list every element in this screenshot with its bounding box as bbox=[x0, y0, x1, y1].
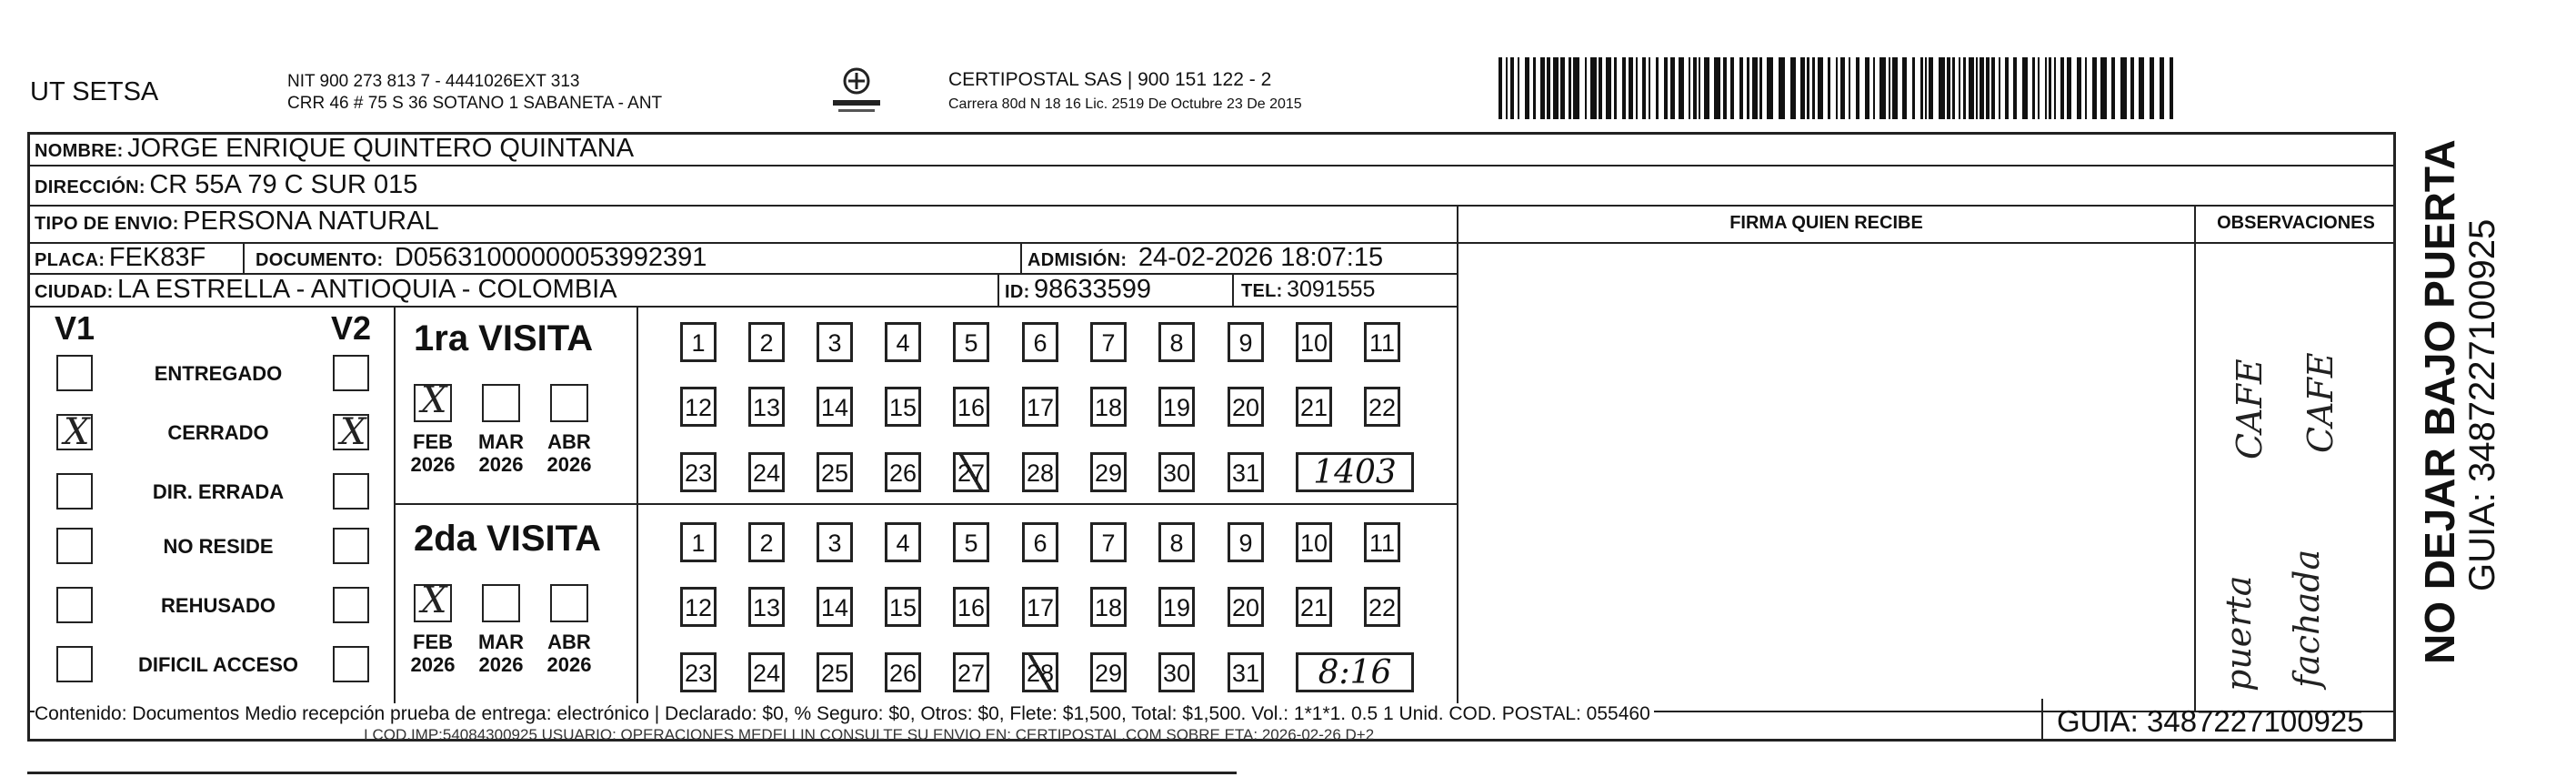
month-label: ABR 2026 bbox=[546, 631, 592, 676]
observation-note-2: CAFE bbox=[2300, 352, 2340, 453]
barcode-bar bbox=[1498, 57, 1502, 119]
month-checkbox[interactable] bbox=[550, 584, 588, 622]
month-checkbox[interactable] bbox=[482, 384, 520, 422]
barcode-bar bbox=[1510, 57, 1514, 119]
day-cell[interactable]: 8 bbox=[1158, 322, 1195, 362]
day-cell[interactable]: 29 bbox=[1090, 452, 1127, 492]
barcode-bar bbox=[1622, 57, 1626, 119]
barcode-bar bbox=[2130, 57, 2134, 119]
barcode-bar bbox=[1693, 57, 1697, 119]
barcode-bar bbox=[1656, 57, 1659, 119]
address-label: DIRECCIÓN: bbox=[35, 177, 145, 197]
day-cell[interactable]: 16 bbox=[953, 387, 989, 427]
barcode-bar bbox=[1629, 57, 1633, 119]
barcode-bar bbox=[1865, 57, 1869, 119]
day-cell[interactable]: 24 bbox=[748, 652, 785, 692]
barcode-bar bbox=[2150, 57, 2154, 119]
signature-header: FIRMA QUIEN RECIBE bbox=[1729, 213, 1923, 233]
day-cell[interactable]: 13 bbox=[748, 587, 785, 627]
v2-checkbox[interactable] bbox=[333, 646, 369, 682]
day-cell[interactable]: 5 bbox=[953, 522, 989, 562]
barcode-bar bbox=[2060, 57, 2064, 119]
barcode-bar bbox=[2111, 57, 2115, 119]
day-cell[interactable]: 31 bbox=[1228, 652, 1264, 692]
document-cell bbox=[256, 244, 707, 276]
side-guide: GUIA: 3487227100925 bbox=[2462, 218, 2502, 591]
document-label: DOCUMENTO: bbox=[256, 250, 384, 270]
day-cell[interactable]: 19 bbox=[1158, 587, 1195, 627]
barcode-bar bbox=[1540, 57, 1545, 119]
status-label: NO RESIDE bbox=[163, 535, 274, 558]
barcode-bar bbox=[1991, 57, 1995, 119]
day-cell[interactable]: 18 bbox=[1090, 387, 1127, 427]
tel-cell bbox=[1241, 276, 1375, 307]
v2-check-mark: X bbox=[340, 411, 366, 453]
day-cell[interactable]: 10 bbox=[1296, 522, 1332, 562]
month-label: ABR 2026 bbox=[546, 430, 592, 476]
admission-cell bbox=[1027, 244, 1383, 276]
month-check-mark: X bbox=[421, 580, 447, 621]
name-label: NOMBRE: bbox=[35, 141, 124, 161]
footer-guide: GUIA: 3487227100925 bbox=[2057, 704, 2364, 738]
day-cell[interactable]: 17 bbox=[1022, 387, 1058, 427]
day-cell[interactable]: 17 bbox=[1022, 587, 1058, 627]
admission-label: ADMISIÓN: bbox=[1027, 250, 1128, 270]
v1-checkbox[interactable] bbox=[56, 646, 93, 682]
barcode-bar bbox=[1730, 57, 1734, 119]
recipient-address: CR 55A 79 C SUR 015 bbox=[149, 170, 418, 199]
barcode-bar bbox=[1999, 57, 2000, 119]
barcode-bar bbox=[1952, 57, 1955, 119]
day-cell[interactable]: 25 bbox=[817, 652, 853, 692]
day-cell[interactable]: 23 bbox=[680, 652, 717, 692]
visit-title: 2da VISITA bbox=[414, 519, 601, 559]
barcode-bar bbox=[2038, 57, 2040, 119]
barcode-bar bbox=[1636, 57, 1638, 119]
day-cell[interactable]: 30 bbox=[1158, 652, 1195, 692]
visit-time[interactable]: 1403 bbox=[1296, 452, 1414, 492]
day-cell[interactable]: 31 bbox=[1228, 452, 1264, 492]
day-cell[interactable]: 26 bbox=[885, 652, 921, 692]
v1-header: V1 bbox=[55, 309, 95, 347]
day-cell[interactable]: 2 bbox=[748, 522, 785, 562]
visit-time[interactable]: 8:16 bbox=[1296, 652, 1414, 692]
v1-checkbox[interactable] bbox=[56, 411, 93, 453]
day-cell[interactable]: 23 bbox=[680, 452, 717, 492]
day-cell[interactable]: 15 bbox=[885, 387, 921, 427]
day-cell[interactable]: 5 bbox=[953, 322, 989, 362]
day-cell[interactable]: 11 bbox=[1364, 522, 1400, 562]
barcode-bar bbox=[2013, 57, 2017, 119]
day-cell[interactable]: 18 bbox=[1090, 587, 1127, 627]
day-cell[interactable]: 19 bbox=[1158, 387, 1195, 427]
recipient-id: 98633599 bbox=[1034, 275, 1152, 304]
barcode-bar bbox=[2005, 57, 2009, 119]
barcode-bar bbox=[1767, 57, 1773, 119]
month-checkbox[interactable] bbox=[550, 384, 588, 422]
barcode-bar bbox=[2170, 57, 2173, 119]
company-name: CERTIPOSTAL SAS | 900 151 122 - 2 bbox=[948, 69, 1272, 90]
barcode-bar bbox=[2085, 57, 2087, 119]
barcode-bar bbox=[1892, 57, 1898, 119]
month-label: MAR 2026 bbox=[477, 631, 525, 676]
barcode-bar bbox=[1533, 57, 1536, 119]
barcode-bar bbox=[1929, 57, 1933, 119]
barcode-bar bbox=[1840, 57, 1845, 119]
barcode-bar bbox=[1606, 57, 1611, 119]
barcode-bar bbox=[2077, 57, 2081, 119]
barcode-bar bbox=[1689, 57, 1690, 119]
vehicle-plate: FEK83F bbox=[108, 243, 206, 272]
document-number: D05631000000053992391 bbox=[394, 243, 707, 272]
footer-content: Contenido: Documentos Medio recepción prueba de entrega: electrónico | Declarado: $0, % Seguro: $0, Otros: $0, Flete: $1,500, Total: $1,500. Vol.: 1*1*1. 0.5 1 Unid. COD. POSTAL: 055460 bbox=[35, 703, 1654, 725]
barcode-bar bbox=[1790, 57, 1796, 119]
day-cell[interactable]: 12 bbox=[680, 587, 717, 627]
day-cell[interactable]: 1 bbox=[680, 522, 717, 562]
barcode-bar bbox=[1590, 57, 1597, 119]
barcode-bar bbox=[1818, 57, 1823, 119]
day-cell[interactable]: 30 bbox=[1158, 452, 1195, 492]
barcode-bar bbox=[1976, 57, 1978, 119]
day-cell[interactable]: 24 bbox=[748, 452, 785, 492]
status-label: DIFICIL ACCESO bbox=[137, 653, 298, 676]
day-cell[interactable]: 27 bbox=[953, 652, 989, 692]
barcode-bar bbox=[1759, 57, 1762, 119]
barcode-bar bbox=[1920, 57, 1923, 119]
barcode-bar bbox=[1714, 57, 1720, 119]
barcode-bar bbox=[1699, 57, 1700, 119]
certipostal-logo-icon bbox=[829, 66, 884, 116]
barcode-bar bbox=[1902, 57, 1907, 119]
barcode-bar bbox=[1807, 57, 1809, 119]
barcode-bar bbox=[1553, 57, 1559, 119]
barcode-bar bbox=[1525, 57, 1529, 119]
day-cell[interactable]: 4 bbox=[885, 522, 921, 562]
month-check-mark: X bbox=[421, 379, 447, 421]
barcode-bar bbox=[1560, 57, 1565, 119]
barcode-bar bbox=[1939, 57, 1945, 119]
day-cell[interactable]: 9 bbox=[1228, 322, 1264, 362]
day-cell[interactable]: 29 bbox=[1090, 652, 1127, 692]
v1-checkbox[interactable] bbox=[56, 528, 93, 564]
sender-address: CRR 46 # 75 S 36 SOTANO 1 SABANETA - ANT bbox=[287, 94, 663, 113]
day-cell[interactable]: 10 bbox=[1296, 322, 1332, 362]
barcode-bar bbox=[1800, 57, 1805, 119]
barcode-bar bbox=[2032, 57, 2035, 119]
city-cell bbox=[35, 276, 617, 308]
day-cell[interactable]: 22 bbox=[1364, 387, 1400, 427]
barcode-bar bbox=[1670, 57, 1675, 119]
day-cell[interactable]: 1 bbox=[680, 322, 717, 362]
barcode-bar bbox=[1947, 57, 1950, 119]
barcode-bar bbox=[1849, 57, 1850, 119]
barcode-bar bbox=[2022, 57, 2028, 119]
name-row bbox=[35, 135, 634, 166]
barcode-bar bbox=[1649, 57, 1650, 119]
day-cell[interactable]: 26 bbox=[885, 452, 921, 492]
plate-cell bbox=[35, 244, 205, 276]
barcode-bar bbox=[1912, 57, 1915, 119]
observation-note-3: puerta bbox=[2219, 575, 2259, 691]
day-cell[interactable]: 12 bbox=[680, 387, 717, 427]
day-cell[interactable]: 28 bbox=[1022, 452, 1058, 492]
status-label: DIR. ERRADA bbox=[152, 480, 285, 503]
v2-checkbox[interactable] bbox=[333, 528, 369, 564]
recipient-name: JORGE ENRIQUE QUINTERO QUINTANA bbox=[127, 134, 635, 163]
day-cell[interactable]: 11 bbox=[1364, 322, 1400, 362]
day-cell[interactable]: 4 bbox=[885, 322, 921, 362]
barcode-bar bbox=[1547, 57, 1550, 119]
barcode-bar bbox=[1664, 57, 1668, 119]
barcode bbox=[1498, 57, 2179, 119]
v2-checkbox[interactable] bbox=[333, 587, 369, 623]
barcode-bar bbox=[1812, 57, 1815, 119]
barcode-bar bbox=[2067, 57, 2071, 119]
barcode-bar bbox=[1642, 57, 1646, 119]
day-cell[interactable]: 27 bbox=[953, 452, 989, 492]
month-label: FEB 2026 bbox=[410, 430, 456, 476]
id-label: ID: bbox=[1005, 282, 1030, 302]
sender-name: UT SETSA bbox=[30, 77, 159, 106]
day-cell[interactable]: 7 bbox=[1090, 522, 1127, 562]
barcode-bar bbox=[1518, 57, 1519, 119]
barcode-bar bbox=[1925, 57, 1927, 119]
barcode-bar bbox=[1747, 57, 1749, 119]
barcode-bar bbox=[1980, 57, 1984, 119]
barcode-bar bbox=[1739, 57, 1743, 119]
barcode-bar bbox=[2045, 57, 2047, 119]
barcode-bar bbox=[1569, 57, 1571, 119]
barcode-bar bbox=[1704, 57, 1709, 119]
barcode-bar bbox=[1614, 57, 1617, 119]
day-cell[interactable]: 20 bbox=[1228, 587, 1264, 627]
barcode-bar bbox=[1889, 57, 1890, 119]
day-cell[interactable]: 20 bbox=[1228, 387, 1264, 427]
observations-header: OBSERVACIONES bbox=[2217, 213, 2375, 233]
v2-checkbox[interactable] bbox=[333, 411, 369, 453]
admission-datetime: 24-02-2026 18:07:15 bbox=[1138, 243, 1384, 272]
month-checkbox[interactable] bbox=[414, 580, 452, 622]
address-row bbox=[35, 171, 417, 203]
status-label: CERRADO bbox=[167, 421, 269, 444]
day-cell[interactable]: 3 bbox=[817, 322, 853, 362]
observation-note-4: fachada bbox=[2287, 549, 2327, 688]
barcode-bar bbox=[1506, 57, 1508, 119]
day-cell[interactable]: 14 bbox=[817, 387, 853, 427]
tel-label: TEL: bbox=[1241, 281, 1283, 301]
barcode-bar bbox=[1779, 57, 1785, 119]
month-checkbox[interactable] bbox=[482, 584, 520, 622]
day-cell[interactable]: 8 bbox=[1158, 522, 1195, 562]
plate-label: PLACA: bbox=[35, 250, 105, 270]
barcode-bar bbox=[1856, 57, 1859, 119]
day-cell[interactable]: 7 bbox=[1090, 322, 1127, 362]
v1-checkbox[interactable] bbox=[56, 473, 93, 510]
status-label: ENTREGADO bbox=[154, 362, 283, 385]
day-cell[interactable]: 28 bbox=[1022, 652, 1058, 692]
company-license: Carrera 80d N 18 16 Lic. 2519 De Octubre 23 De 2015 bbox=[948, 96, 1302, 112]
footer-line2: I COD.IMP:54084300925 USUARIO: OPERACIONES MEDELLIN CONSULTE SU ENVIO EN: CERTIPOSTAL.COM SOBRE ETA: 2026-02-26 D+2 bbox=[364, 726, 1375, 743]
shipment-type: PERSONA NATURAL bbox=[183, 207, 439, 236]
observation-note-1: CAFE bbox=[2230, 358, 2270, 459]
barcode-bar bbox=[1585, 57, 1587, 119]
day-cell[interactable]: 9 bbox=[1228, 522, 1264, 562]
city-label: CIUDAD: bbox=[35, 282, 114, 302]
barcode-bar bbox=[2160, 57, 2164, 119]
barcode-bar bbox=[1599, 57, 1602, 119]
barcode-bar bbox=[2100, 57, 2107, 119]
day-cell[interactable]: 2 bbox=[748, 322, 785, 362]
barcode-bar bbox=[1836, 57, 1838, 119]
barcode-bar bbox=[2120, 57, 2127, 119]
status-label: REHUSADO bbox=[161, 594, 276, 617]
barcode-bar bbox=[1752, 57, 1758, 119]
id-cell bbox=[1005, 276, 1151, 308]
v1-check-mark: X bbox=[64, 411, 90, 453]
recipient-city: LA ESTRELLA - ANTIOQUIA - COLOMBIA bbox=[117, 275, 617, 304]
v2-header: V2 bbox=[331, 309, 372, 347]
barcode-bar bbox=[1873, 57, 1875, 119]
day-cell[interactable]: 16 bbox=[953, 587, 989, 627]
day-cell[interactable]: 15 bbox=[885, 587, 921, 627]
day-cell[interactable]: 21 bbox=[1296, 587, 1332, 627]
barcode-bar bbox=[1679, 57, 1684, 119]
barcode-bar bbox=[2054, 57, 2056, 119]
v1-checkbox[interactable] bbox=[56, 355, 93, 391]
type-row bbox=[35, 207, 439, 239]
month-label: FEB 2026 bbox=[410, 631, 456, 676]
barcode-bar bbox=[1986, 57, 1990, 119]
type-label: TIPO DE ENVIO: bbox=[35, 214, 179, 234]
day-cell[interactable]: 14 bbox=[817, 587, 853, 627]
day-cell[interactable]: 21 bbox=[1296, 387, 1332, 427]
sender-nit: NIT 900 273 813 7 - 4441026EXT 313 bbox=[287, 72, 580, 91]
day-cell[interactable]: 6 bbox=[1022, 522, 1058, 562]
barcode-bar bbox=[1573, 57, 1579, 119]
v1-checkbox[interactable] bbox=[56, 587, 93, 623]
barcode-bar bbox=[1723, 57, 1727, 119]
barcode-bar bbox=[1959, 57, 1960, 119]
month-label: MAR 2026 bbox=[477, 430, 525, 476]
v2-checkbox[interactable] bbox=[333, 473, 369, 510]
no-door-warning: NO DEJAR BAJO PUERTA bbox=[2416, 139, 2463, 664]
month-checkbox[interactable] bbox=[414, 379, 452, 422]
day-cell[interactable]: 6 bbox=[1022, 322, 1058, 362]
recipient-tel: 3091555 bbox=[1287, 277, 1376, 302]
day-cell[interactable]: 22 bbox=[1364, 587, 1400, 627]
day-cell[interactable]: 13 bbox=[748, 387, 785, 427]
visit-title: 1ra VISITA bbox=[414, 318, 594, 358]
barcode-bar bbox=[1828, 57, 1830, 119]
day-cell[interactable]: 3 bbox=[817, 522, 853, 562]
barcode-bar bbox=[1969, 57, 1974, 119]
barcode-bar bbox=[2139, 57, 2144, 119]
day-cell[interactable]: 25 bbox=[817, 452, 853, 492]
barcode-bar bbox=[1879, 57, 1886, 119]
v2-checkbox[interactable] bbox=[333, 355, 369, 391]
barcode-bar bbox=[1963, 57, 1966, 119]
barcode-bar bbox=[2049, 57, 2051, 119]
barcode-bar bbox=[2092, 57, 2097, 119]
